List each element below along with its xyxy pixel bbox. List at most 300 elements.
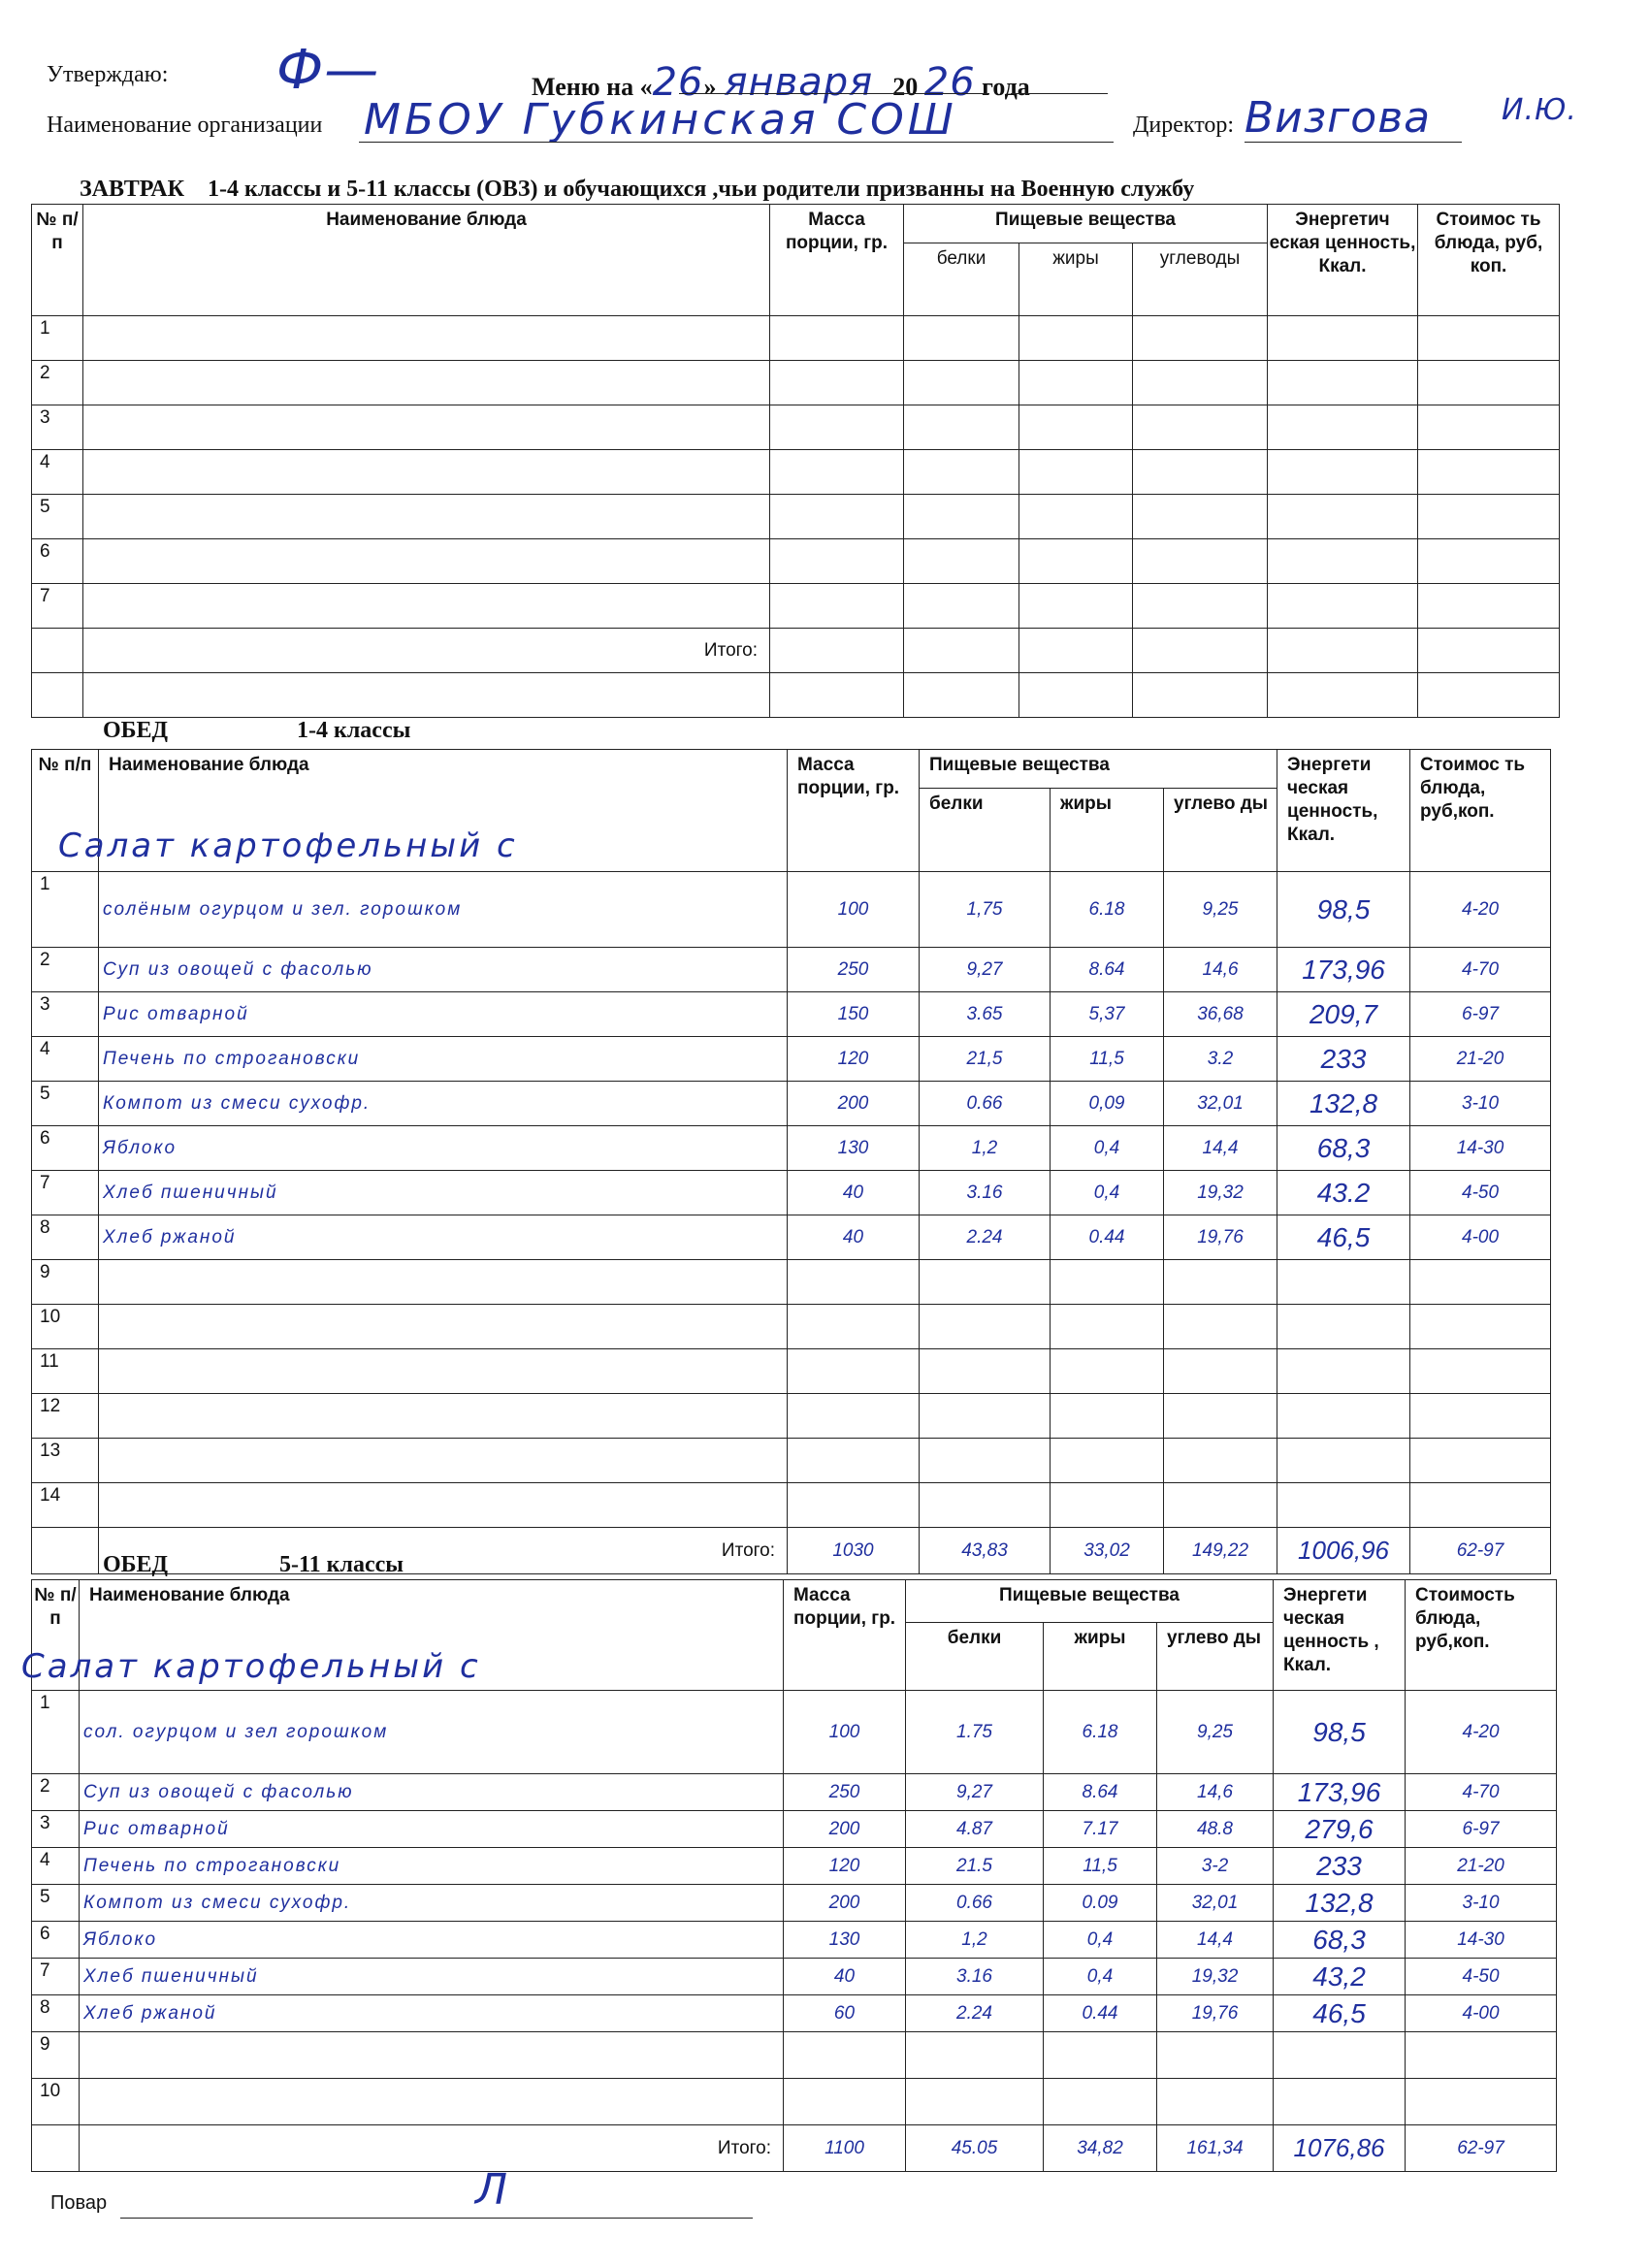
dish-cost: 14-30 <box>1406 1922 1557 1959</box>
empty-cell <box>1019 316 1133 361</box>
col-nutrients: Пищевые вещества <box>906 1580 1274 1623</box>
empty-cell <box>770 539 904 584</box>
row-number: 1 <box>32 316 83 361</box>
lunch-senior-grades: 5-11 классы <box>279 1552 404 1577</box>
table-row <box>32 1349 1551 1394</box>
col-fat: жиры <box>1044 1623 1157 1691</box>
empty-cell <box>1418 584 1560 629</box>
dish-energy: 98,5 <box>1277 872 1410 948</box>
org-label: Наименование организации <box>47 113 323 138</box>
dish-carbs: 19,32 <box>1164 1171 1277 1215</box>
dish-cost: 4-00 <box>1406 1995 1557 2032</box>
row-number: 7 <box>32 1171 99 1215</box>
dish-fat: 8.64 <box>1044 1774 1157 1811</box>
row-number: 2 <box>32 361 83 405</box>
lunch-senior-title: ОБЕД <box>103 1552 169 1577</box>
dish-fat: 0,4 <box>1051 1171 1164 1215</box>
dish-cost <box>1410 1305 1551 1349</box>
row-number: 5 <box>32 495 83 539</box>
dish-fat: 0.44 <box>1051 1215 1164 1260</box>
director-value: Визгова <box>1245 93 1432 143</box>
dish-carbs: 3-2 <box>1157 1848 1274 1885</box>
empty-cell <box>1418 361 1560 405</box>
col-cost: Стоимос ть блюда, руб,коп. <box>1410 750 1551 872</box>
table-row <box>32 1394 1551 1439</box>
total-fat: 33,02 <box>1051 1528 1164 1574</box>
row-number: 14 <box>32 1483 99 1528</box>
dish-cost: 14-30 <box>1410 1126 1551 1171</box>
dish-carbs: 14,6 <box>1157 1774 1274 1811</box>
total-energy: 1076,86 <box>1274 2125 1406 2172</box>
col-name: Наименование блюда <box>83 205 770 316</box>
dish-mass: 120 <box>788 1037 920 1082</box>
table-row <box>32 2079 1557 2125</box>
dish-mass: 130 <box>784 1922 906 1959</box>
dish-name <box>99 1349 788 1394</box>
col-mass: Масса порции, гр. <box>770 205 904 316</box>
empty-cell <box>904 316 1019 361</box>
table-row <box>32 992 1551 1037</box>
empty-cell <box>1133 316 1268 361</box>
dish-mass: 40 <box>788 1171 920 1215</box>
col-mass: Масса порции, гр. <box>784 1580 906 1691</box>
dish-fat: 0.44 <box>1044 1995 1157 2032</box>
table-row <box>32 1959 1557 1995</box>
dish-name <box>80 2079 784 2125</box>
dish-energy: 233 <box>1274 1848 1406 1885</box>
empty-cell <box>1418 405 1560 450</box>
table-row <box>32 1691 1557 1774</box>
table-row <box>32 495 1560 539</box>
dish-name: Печень по строгановски <box>80 1848 784 1885</box>
dish-mass: 250 <box>788 948 920 992</box>
table-row <box>32 948 1551 992</box>
col-carbs: углево ды <box>1157 1623 1274 1691</box>
empty-cell <box>83 539 770 584</box>
dish-energy: 209,7 <box>1277 992 1410 1037</box>
row-number: 8 <box>32 1995 80 2032</box>
menu-sep: » <box>703 73 717 101</box>
total-protein: 45.05 <box>906 2125 1044 2172</box>
empty-cell <box>770 450 904 495</box>
row-number: 10 <box>32 2079 80 2125</box>
dish-fat <box>1051 1260 1164 1305</box>
dish-carbs: 48.8 <box>1157 1811 1274 1848</box>
empty-cell <box>1268 584 1418 629</box>
dish-name: Рис отварной <box>80 1811 784 1848</box>
dish-carbs <box>1164 1483 1277 1528</box>
empty-cell <box>770 405 904 450</box>
table-row <box>32 405 1560 450</box>
dish-fat <box>1044 2032 1157 2079</box>
director-label: Директор: <box>1133 113 1235 138</box>
dish-energy <box>1277 1394 1410 1439</box>
dish-carbs: 19,76 <box>1157 1995 1274 2032</box>
dish-fat: 11,5 <box>1051 1037 1164 1082</box>
dish-carbs <box>1164 1305 1277 1349</box>
empty-cell <box>1268 450 1418 495</box>
dish-mass <box>788 1483 920 1528</box>
row-number: 5 <box>32 1885 80 1922</box>
dish-cost: 4-20 <box>1406 1691 1557 1774</box>
dish-name <box>99 1394 788 1439</box>
dish-energy: 68,3 <box>1274 1922 1406 1959</box>
dish-protein <box>920 1394 1051 1439</box>
dish-cost: 4-20 <box>1410 872 1551 948</box>
dish-protein: 3.16 <box>906 1959 1044 1995</box>
dish-protein: 4.87 <box>906 1811 1044 1848</box>
dish-fat: 5,37 <box>1051 992 1164 1037</box>
dish-fat <box>1051 1349 1164 1394</box>
dish-carbs <box>1164 1439 1277 1483</box>
col-carbs: углеводы <box>1133 243 1268 316</box>
dish-fat: 6.18 <box>1051 872 1164 948</box>
col-energy: Энергетич еская ценность, Ккал. <box>1268 205 1418 316</box>
cook-signature: Л <box>475 2165 509 2215</box>
empty-cell <box>1019 584 1133 629</box>
row-number: 1 <box>32 1691 80 1774</box>
dish-protein: 3.65 <box>920 992 1051 1037</box>
dish-energy <box>1277 1439 1410 1483</box>
dish-mass: 200 <box>784 1811 906 1848</box>
dish-mass <box>788 1394 920 1439</box>
breakfast-title: ЗАВТРАК 1-4 классы и 5-11 классы (ОВЗ) и обучающихся ,чьи родители призванны на Военную службу <box>80 177 1195 202</box>
dish-protein: 21.5 <box>906 1848 1044 1885</box>
dish-name: сол. огурцом и зел горошком <box>80 1691 784 1774</box>
dish-protein <box>920 1260 1051 1305</box>
dish-name <box>99 1260 788 1305</box>
dish-fat: 7.17 <box>1044 1811 1157 1848</box>
col-protein: белки <box>920 789 1051 872</box>
dish-carbs <box>1157 2079 1274 2125</box>
empty-cell <box>770 316 904 361</box>
table-row <box>32 872 1551 948</box>
dish-protein: 2.24 <box>906 1995 1044 2032</box>
empty-cell <box>1019 405 1133 450</box>
row-number: 9 <box>32 2032 80 2079</box>
lunch-primary-grades: 1-4 классы <box>297 718 411 743</box>
row-number: 7 <box>32 584 83 629</box>
empty-cell <box>1418 539 1560 584</box>
dish-protein <box>906 2079 1044 2125</box>
lunch-primary-total-label: Итого: <box>99 1528 788 1574</box>
dish-fat: 11,5 <box>1044 1848 1157 1885</box>
row-number: 3 <box>32 405 83 450</box>
dish-name: Хлеб пшеничный <box>80 1959 784 1995</box>
dish-cost <box>1410 1349 1551 1394</box>
row-number: 11 <box>32 1349 99 1394</box>
empty-cell <box>904 584 1019 629</box>
empty-cell <box>83 495 770 539</box>
row-number: 7 <box>32 1959 80 1995</box>
empty-cell <box>904 539 1019 584</box>
dish-energy: 68,3 <box>1277 1126 1410 1171</box>
dish-cost: 4-50 <box>1406 1959 1557 1995</box>
col-carbs: углево ды <box>1164 789 1277 872</box>
dish-energy <box>1274 2032 1406 2079</box>
dish-cost: 3-10 <box>1410 1082 1551 1126</box>
dish-cost <box>1410 1483 1551 1528</box>
empty-cell <box>1268 361 1418 405</box>
col-energy: Энергети ческая ценность , Ккал. <box>1274 1580 1406 1691</box>
dish-cost: 4-70 <box>1410 948 1551 992</box>
dish-protein <box>920 1439 1051 1483</box>
col-energy: Энергети ческая ценность, Ккал. <box>1277 750 1410 872</box>
dish-fat <box>1044 2079 1157 2125</box>
dish-name <box>99 1305 788 1349</box>
lunch-senior-total-label: Итого: <box>80 2125 784 2172</box>
dish-protein <box>920 1305 1051 1349</box>
dish-name: солёным огурцом и зел. горошком <box>99 872 788 948</box>
col-num: № п/ п <box>32 205 83 316</box>
dish-name: Компот из смеси сухофр. <box>80 1885 784 1922</box>
row-number: 2 <box>32 1774 80 1811</box>
dish-fat: 8.64 <box>1051 948 1164 992</box>
dish-protein: 1,2 <box>906 1922 1044 1959</box>
dish-fat: 0.09 <box>1044 1885 1157 1922</box>
empty-cell <box>83 361 770 405</box>
dish-protein: 1,2 <box>920 1126 1051 1171</box>
dish-protein: 1.75 <box>906 1691 1044 1774</box>
table-row <box>32 1215 1551 1260</box>
dish-carbs: 19,76 <box>1164 1215 1277 1260</box>
row-number: 3 <box>32 992 99 1037</box>
dish-fat <box>1051 1305 1164 1349</box>
table-row <box>32 1082 1551 1126</box>
dish-cost <box>1410 1394 1551 1439</box>
table-row <box>32 316 1560 361</box>
dish-fat <box>1051 1439 1164 1483</box>
empty-cell <box>770 361 904 405</box>
empty-cell <box>1133 584 1268 629</box>
col-nutrients: Пищевые вещества <box>904 205 1268 243</box>
total-cost: 62-97 <box>1406 2125 1557 2172</box>
empty-cell <box>1268 405 1418 450</box>
dish-carbs: 19,32 <box>1157 1959 1274 1995</box>
dish-mass: 200 <box>788 1082 920 1126</box>
dish-cost <box>1406 2032 1557 2079</box>
dish-carbs: 9,25 <box>1157 1691 1274 1774</box>
dish-carbs <box>1164 1394 1277 1439</box>
empty-cell <box>1133 405 1268 450</box>
cook-label: Повар <box>50 2192 108 2214</box>
dish-energy: 132,8 <box>1274 1885 1406 1922</box>
empty-cell <box>1019 539 1133 584</box>
dish-fat: 0,09 <box>1051 1082 1164 1126</box>
dish-protein: 9,27 <box>920 948 1051 992</box>
empty-cell <box>1268 316 1418 361</box>
table-row <box>32 1885 1557 1922</box>
dish-fat <box>1051 1394 1164 1439</box>
dish-mass: 100 <box>784 1691 906 1774</box>
dish-energy: 46,5 <box>1274 1995 1406 2032</box>
empty-cell <box>904 450 1019 495</box>
row-number: 3 <box>32 1811 80 1848</box>
dish-energy <box>1277 1483 1410 1528</box>
dish-protein: 1,75 <box>920 872 1051 948</box>
dish-carbs: 14,4 <box>1164 1126 1277 1171</box>
dish-energy: 43,2 <box>1274 1959 1406 1995</box>
dish-energy <box>1277 1349 1410 1394</box>
total-energy: 1006,96 <box>1277 1528 1410 1574</box>
dish-energy: 98,5 <box>1274 1691 1406 1774</box>
dish-carbs: 9,25 <box>1164 872 1277 948</box>
lunch-senior-dish-first-line: Салат картофельный с <box>21 1647 481 1686</box>
dish-cost: 4-70 <box>1406 1774 1557 1811</box>
dish-mass: 40 <box>788 1215 920 1260</box>
dish-carbs: 32,01 <box>1157 1885 1274 1922</box>
dish-mass <box>788 1260 920 1305</box>
table-row <box>32 1774 1557 1811</box>
table-row <box>32 1305 1551 1349</box>
dish-carbs <box>1164 1349 1277 1394</box>
table-row <box>32 2032 1557 2079</box>
row-number: 2 <box>32 948 99 992</box>
breakfast-table <box>31 204 1560 718</box>
lunch-primary-table <box>31 749 1551 1574</box>
lunch-primary-total-row <box>32 1528 1551 1574</box>
dish-carbs: 3.2 <box>1164 1037 1277 1082</box>
menu-day: 26 <box>652 60 704 105</box>
dish-protein: 2.24 <box>920 1215 1051 1260</box>
table-row <box>32 450 1560 495</box>
col-mass: Масса порции, гр. <box>788 750 920 872</box>
dish-mass: 60 <box>784 1995 906 2032</box>
dish-name: Яблоко <box>80 1922 784 1959</box>
year-word: года <box>982 73 1030 101</box>
total-carbs: 161,34 <box>1157 2125 1274 2172</box>
dish-protein: 21,5 <box>920 1037 1051 1082</box>
col-name: Наименование блюда <box>80 1580 784 1691</box>
dish-protein: 9,27 <box>906 1774 1044 1811</box>
dish-fat: 0,4 <box>1051 1126 1164 1171</box>
row-number: 10 <box>32 1305 99 1349</box>
table-row <box>32 361 1560 405</box>
dish-cost: 21-20 <box>1410 1037 1551 1082</box>
empty-cell <box>770 495 904 539</box>
dish-mass <box>788 1439 920 1483</box>
dish-name: Хлеб пшеничный <box>99 1171 788 1215</box>
year-prefix: 20 <box>892 73 919 101</box>
col-fat: жиры <box>1051 789 1164 872</box>
approve-label: Утверждаю: <box>47 62 169 87</box>
empty-cell <box>83 316 770 361</box>
dish-protein: 0.66 <box>920 1082 1051 1126</box>
dish-cost <box>1410 1260 1551 1305</box>
empty-cell <box>1268 539 1418 584</box>
dish-name: Компот из смеси сухофр. <box>99 1082 788 1126</box>
dish-name: Печень по строгановски <box>99 1037 788 1082</box>
org-value: МБОУ Губкинская СОШ <box>364 95 957 145</box>
col-fat: жиры <box>1019 243 1133 316</box>
dish-cost: 3-10 <box>1406 1885 1557 1922</box>
dish-energy: 173,96 <box>1274 1774 1406 1811</box>
total-mass: 1100 <box>784 2125 906 2172</box>
dish-cost <box>1410 1439 1551 1483</box>
table-row <box>32 1260 1551 1305</box>
total-carbs: 149,22 <box>1164 1528 1277 1574</box>
director-note: И.Ю. <box>1502 93 1577 127</box>
row-number: 5 <box>32 1082 99 1126</box>
dish-mass <box>784 2032 906 2079</box>
row-number: 9 <box>32 1260 99 1305</box>
lunch-senior-total-row <box>32 2125 1557 2172</box>
dish-mass: 150 <box>788 992 920 1037</box>
menu-month: января <box>724 60 874 105</box>
table-row <box>32 1483 1551 1528</box>
empty-cell <box>1133 495 1268 539</box>
col-nutrients: Пищевые вещества <box>920 750 1277 789</box>
empty-cell <box>1268 495 1418 539</box>
col-cost: Стоимость блюда, руб,коп. <box>1406 1580 1557 1691</box>
empty-cell <box>1019 361 1133 405</box>
empty-cell <box>1133 361 1268 405</box>
dish-name: Рис отварной <box>99 992 788 1037</box>
table-row <box>32 539 1560 584</box>
dish-energy: 132,8 <box>1277 1082 1410 1126</box>
lunch-primary-title: ОБЕД <box>103 718 169 743</box>
dish-name <box>80 2032 784 2079</box>
row-number: 1 <box>32 872 99 948</box>
row-number: 12 <box>32 1394 99 1439</box>
empty-cell <box>1418 316 1560 361</box>
total-mass: 1030 <box>788 1528 920 1574</box>
year-suffix: 26 <box>923 60 976 105</box>
table-row <box>32 1922 1557 1959</box>
dish-protein <box>920 1349 1051 1394</box>
dish-mass <box>784 2079 906 2125</box>
dish-fat: 6.18 <box>1044 1691 1157 1774</box>
table-row <box>32 1037 1551 1082</box>
dish-carbs: 14,4 <box>1157 1922 1274 1959</box>
table-row <box>32 1811 1557 1848</box>
table-row <box>32 584 1560 629</box>
col-num: № п/п <box>32 750 99 872</box>
empty-cell <box>83 405 770 450</box>
row-number: 8 <box>32 1215 99 1260</box>
col-protein: белки <box>904 243 1019 316</box>
dish-cost <box>1406 2079 1557 2125</box>
dish-protein <box>906 2032 1044 2079</box>
dish-name: Хлеб ржаной <box>80 1995 784 2032</box>
col-num: № п/ п <box>32 1580 80 1691</box>
dish-mass: 200 <box>784 1885 906 1922</box>
dish-energy <box>1274 2079 1406 2125</box>
approve-signature: Ф— <box>276 39 380 102</box>
lunch-primary-dish-first-line: Салат картофельный с <box>58 826 518 865</box>
row-number: 6 <box>32 1922 80 1959</box>
dish-energy: 46,5 <box>1277 1215 1410 1260</box>
dish-mass: 250 <box>784 1774 906 1811</box>
empty-cell <box>83 584 770 629</box>
dish-cost: 6-97 <box>1410 992 1551 1037</box>
row-number: 6 <box>32 539 83 584</box>
dish-cost: 4-00 <box>1410 1215 1551 1260</box>
dish-energy <box>1277 1260 1410 1305</box>
row-number: 4 <box>32 1037 99 1082</box>
breakfast-total-row <box>32 629 1560 673</box>
table-row <box>32 1995 1557 2032</box>
row-number: 4 <box>32 1848 80 1885</box>
dish-carbs: 32,01 <box>1164 1082 1277 1126</box>
dish-name: Суп из овощей с фасолью <box>80 1774 784 1811</box>
dish-cost: 6-97 <box>1406 1811 1557 1848</box>
breakfast-total-label: Итого: <box>83 629 770 673</box>
empty-cell <box>83 450 770 495</box>
dish-carbs <box>1164 1260 1277 1305</box>
dish-energy: 233 <box>1277 1037 1410 1082</box>
table-row <box>32 1171 1551 1215</box>
